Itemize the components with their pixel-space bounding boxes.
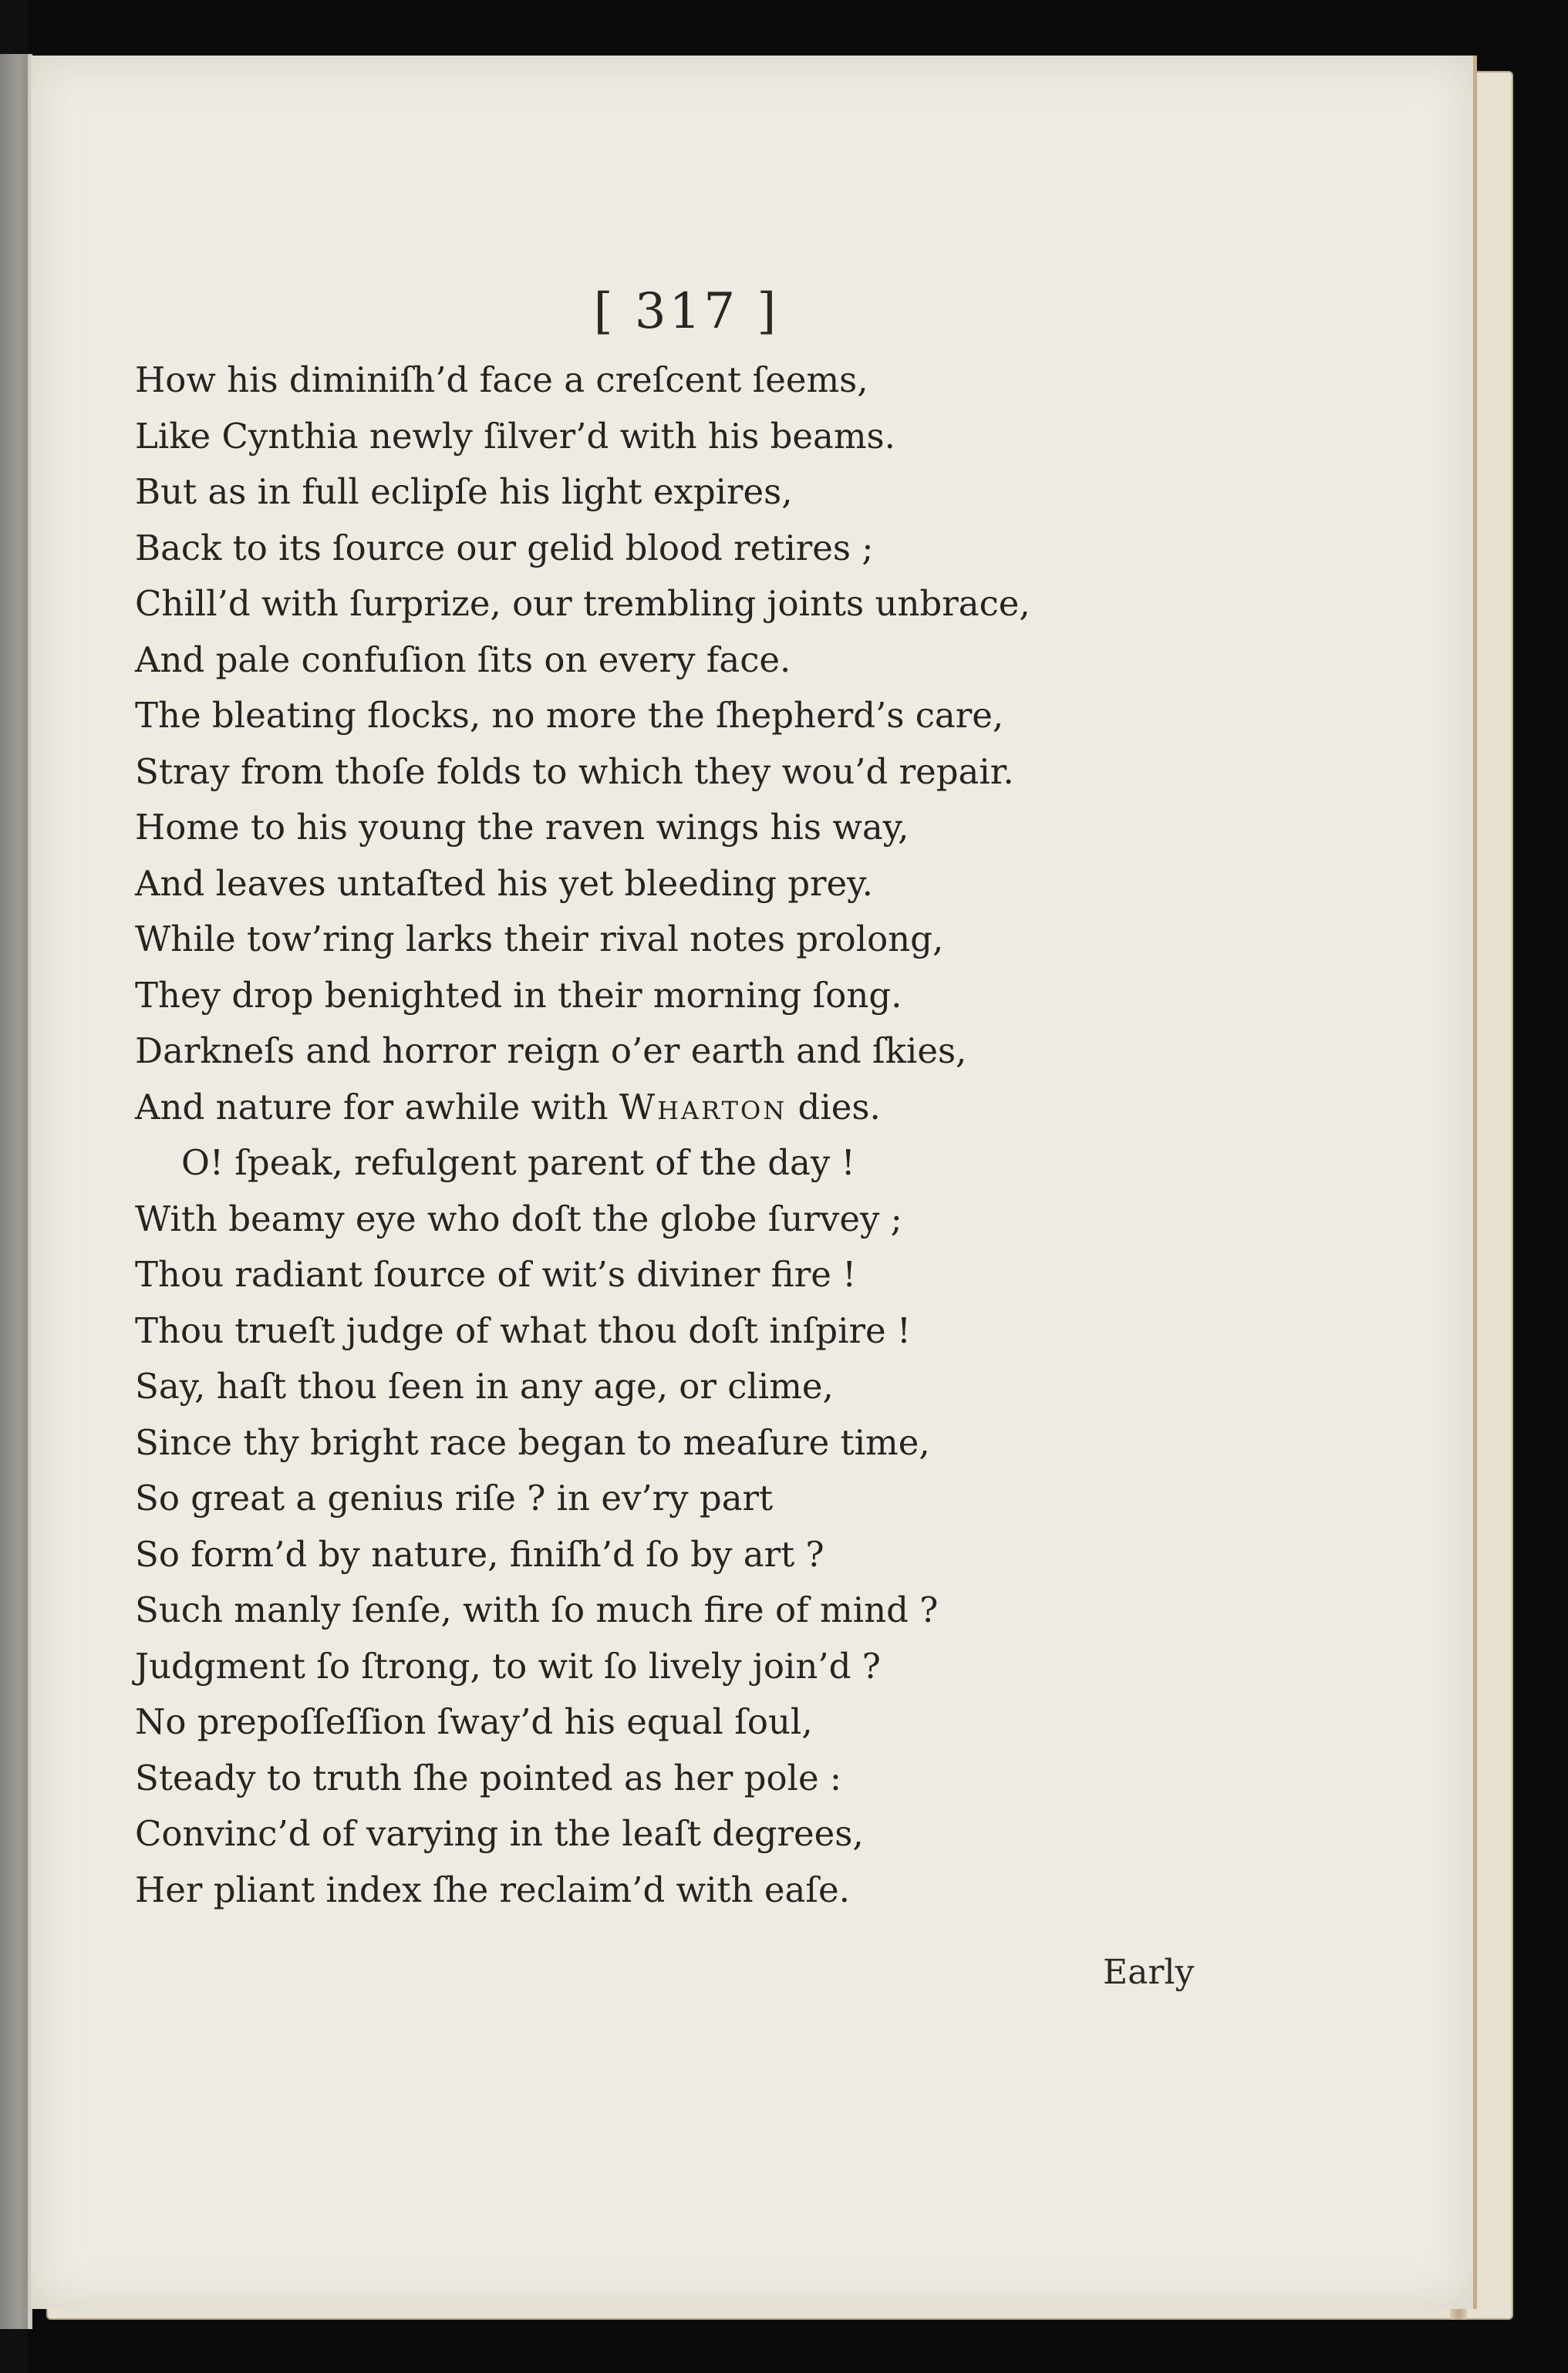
poem-line: O! ſpeak, refulgent parent of the day ! <box>181 1142 855 1183</box>
poem-line: Thou trueſt judge of what thou doſt inſpire ! <box>135 1310 912 1351</box>
poem-line: Such manly ſenſe, with ſo much fire of mind ? <box>135 1589 939 1630</box>
poem-line: Thou radiant ſource of wit’s diviner fire ! <box>135 1254 857 1295</box>
catchword: Early <box>1103 1953 1195 1992</box>
poem-line: And leaves untaſted his yet bleeding prey. <box>135 862 873 904</box>
poem-line: So great a genius riſe ? in ev’ry part <box>135 1478 774 1519</box>
poem-line: Like Cynthia newly ſilver’d with his beams. <box>135 415 895 457</box>
poem-line: While tow’ring larks their rival notes prolong, <box>135 919 944 959</box>
poem-line <box>135 1080 1153 1136</box>
poem-line: Darkneſs and horror reign o’er earth and ſkies, <box>135 1030 967 1071</box>
poem-line: How his diminiſh’d face a creſcent ſeems, <box>135 359 868 400</box>
poem-line: Home to his young the raven wings his way, <box>135 807 909 848</box>
poem-line: With beamy eye who doſt the globe ſurvey ; <box>135 1198 902 1239</box>
poem-text <box>135 352 1153 1918</box>
poem-line: So form’d by nature, finiſh’d ſo by art ? <box>135 1533 824 1575</box>
poem-line: But as in full eclipſe his light expires, <box>135 471 793 512</box>
poem-line: Since thy bright race began to meaſure time, <box>135 1421 930 1463</box>
gutter-shadow <box>0 0 28 2373</box>
poem-line: And pale confuſion ſits on every face. <box>135 639 791 680</box>
name-wharton: Wharton <box>619 1086 787 1128</box>
poem-line: They drop benighted in their morning ſong. <box>135 974 902 1016</box>
poem-line: Back to its ſource our gelid blood retires ; <box>135 527 874 568</box>
poem-line: Judgment ſo ſtrong, to wit ſo lively join’d ? <box>135 1645 881 1687</box>
poem-line: The bleating flocks, no more the ſhepherd’s care, <box>135 695 1004 736</box>
poem-line: Her pliant index ſhe reclaim’d with eaſe. <box>135 1869 850 1910</box>
poem-line: Chill’d with ſurprize, our trembling joints unbrace, <box>135 583 1030 624</box>
poem-line: No prepoſſeſſion ſway’d his equal ſoul, <box>135 1701 813 1742</box>
book-page <box>31 56 1477 2309</box>
poem-line-end: dies. <box>797 1086 881 1128</box>
page-number: [ 317 ] <box>593 283 780 340</box>
poem-line: Stray from thoſe folds to which they wou’d repair. <box>135 750 1014 792</box>
poem-line-text: And nature for awhile with <box>135 1086 609 1128</box>
poem-line: Say, haſt thou ſeen in any age, or clime, <box>135 1366 834 1407</box>
poem-line: Steady to truth ſhe pointed as her pole : <box>135 1757 842 1798</box>
poem-line: Convinc’d of varying in the leaſt degrees, <box>135 1813 864 1854</box>
